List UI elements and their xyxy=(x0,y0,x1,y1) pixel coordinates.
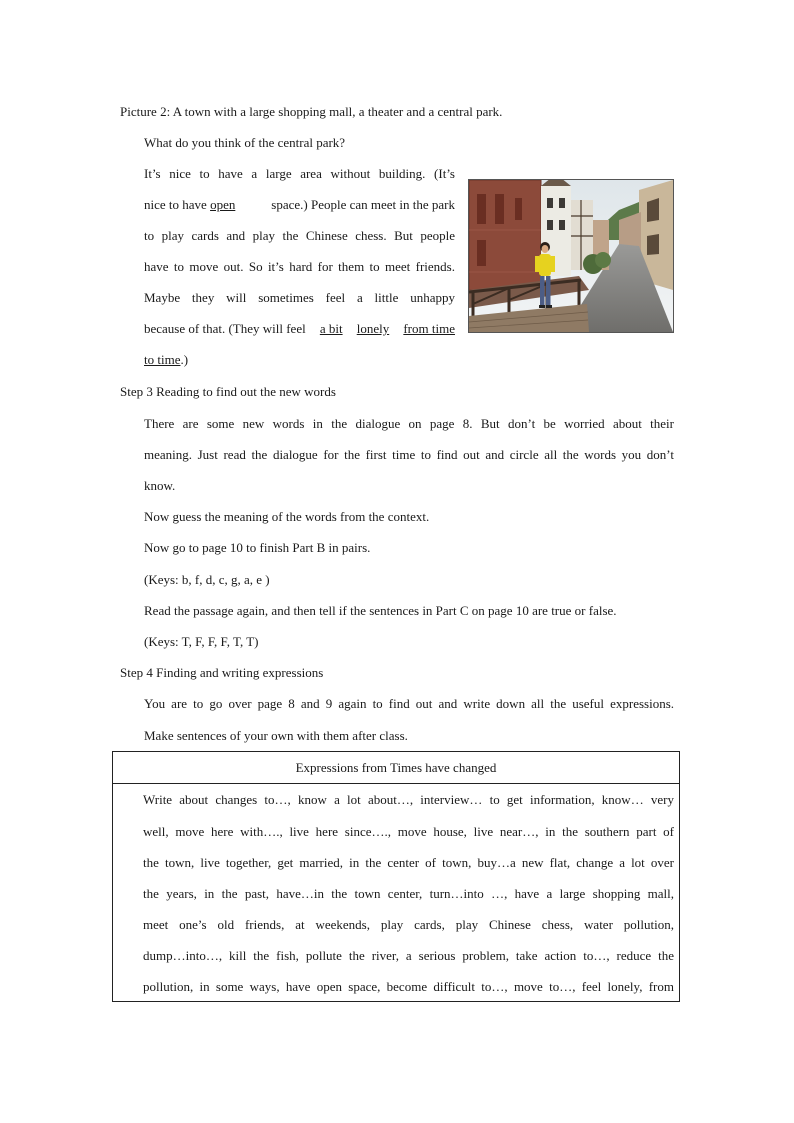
underlined-phrase-from-time: from time xyxy=(403,321,455,336)
answer-text: because of that. (They will feel xyxy=(144,321,306,336)
step3-partb: Now go to page 10 to finish Part B in pairs. xyxy=(144,540,371,555)
step3-keys-b: (Keys: b, f, d, c, g, a, e ) xyxy=(144,572,270,587)
step4-heading: Step 4 Finding and writing expressions xyxy=(120,665,324,680)
step3-guess: Now guess the meaning of the words from the context. xyxy=(144,509,430,524)
step3-read-again: Read the passage again, and then tell if the sentences in Part C on page 10 are true or false. xyxy=(144,603,617,618)
answer-text: nice to have xyxy=(144,197,207,212)
answer-line-7 xyxy=(144,352,188,368)
expressions-table-header: Expressions from Times have changed xyxy=(113,752,679,784)
step3-para-line-2: meaning. Just read the dialogue for the first time to find out and circle all the words you don’t xyxy=(144,447,674,462)
step3-para-line-3: know. xyxy=(144,478,176,493)
expressions-line-5: meet one’s old friends, at weekends, play cards, play Chinese chess, water pollution, xyxy=(143,917,674,932)
expressions-line-2: well, move here with…., live here since…., move house, live near…, in the southern part of xyxy=(143,824,674,839)
street-photo-illustration xyxy=(469,180,673,332)
picture-caption: Picture 2: A town with a large shopping mall, a theater and a central park. xyxy=(120,104,503,119)
answer-line-5: Maybe they will sometimes feel a little unhappy xyxy=(144,290,455,305)
step3-para-line-1: There are some new words in the dialogue on page 8. But don’t be worried about their xyxy=(144,416,674,431)
answer-line-1: It’s nice to have a large area without building. (It’s xyxy=(144,166,455,181)
expressions-line-3: the town, live together, get married, in the center of town, buy…a new flat, change a lot over xyxy=(143,855,674,870)
expressions-line-7: pollution, in some ways, have open space, become difficult to…, move to…, feel lonely, from xyxy=(143,979,674,994)
street-photo xyxy=(468,179,674,333)
underlined-phrase-a-bit: a bit xyxy=(319,321,343,336)
underlined-word-lonely: lonely xyxy=(356,321,390,336)
step4-line-1: You are to go over page 8 and 9 again to find out and write down all the useful expressions. xyxy=(144,696,674,711)
expressions-line-6: dump…into…, kill the fish, pollute the river, a serious problem, take action to…, reduce the xyxy=(143,948,674,963)
question-text: What do you think of the central park? xyxy=(144,135,346,150)
step4-line-2: Make sentences of your own with them after class. xyxy=(144,728,408,743)
step3-keys-c: (Keys: T, F, F, F, T, T) xyxy=(144,634,259,649)
underlined-phrase-to-time: to time xyxy=(144,352,181,367)
expressions-table xyxy=(112,751,680,1002)
answer-line-6 xyxy=(144,321,455,337)
step3-heading: Step 3 Reading to find out the new words xyxy=(120,384,336,399)
answer-text: .) xyxy=(180,352,189,367)
answer-line-2 xyxy=(144,197,455,213)
answer-line-3: to play cards and play the Chinese chess. But people xyxy=(144,228,455,243)
underlined-word-open: open xyxy=(210,197,236,212)
answer-line-4: have to move out. So it’s hard for them to meet friends. xyxy=(144,259,455,274)
expressions-line-1: Write about changes to…, know a lot about…, interview… to get information, know… very xyxy=(143,792,674,807)
answer-text: space.) People can meet in the park xyxy=(271,197,455,212)
expressions-line-4: the years, in the past, have…in the town center, turn…into …, have a large shopping mall, xyxy=(143,886,674,901)
